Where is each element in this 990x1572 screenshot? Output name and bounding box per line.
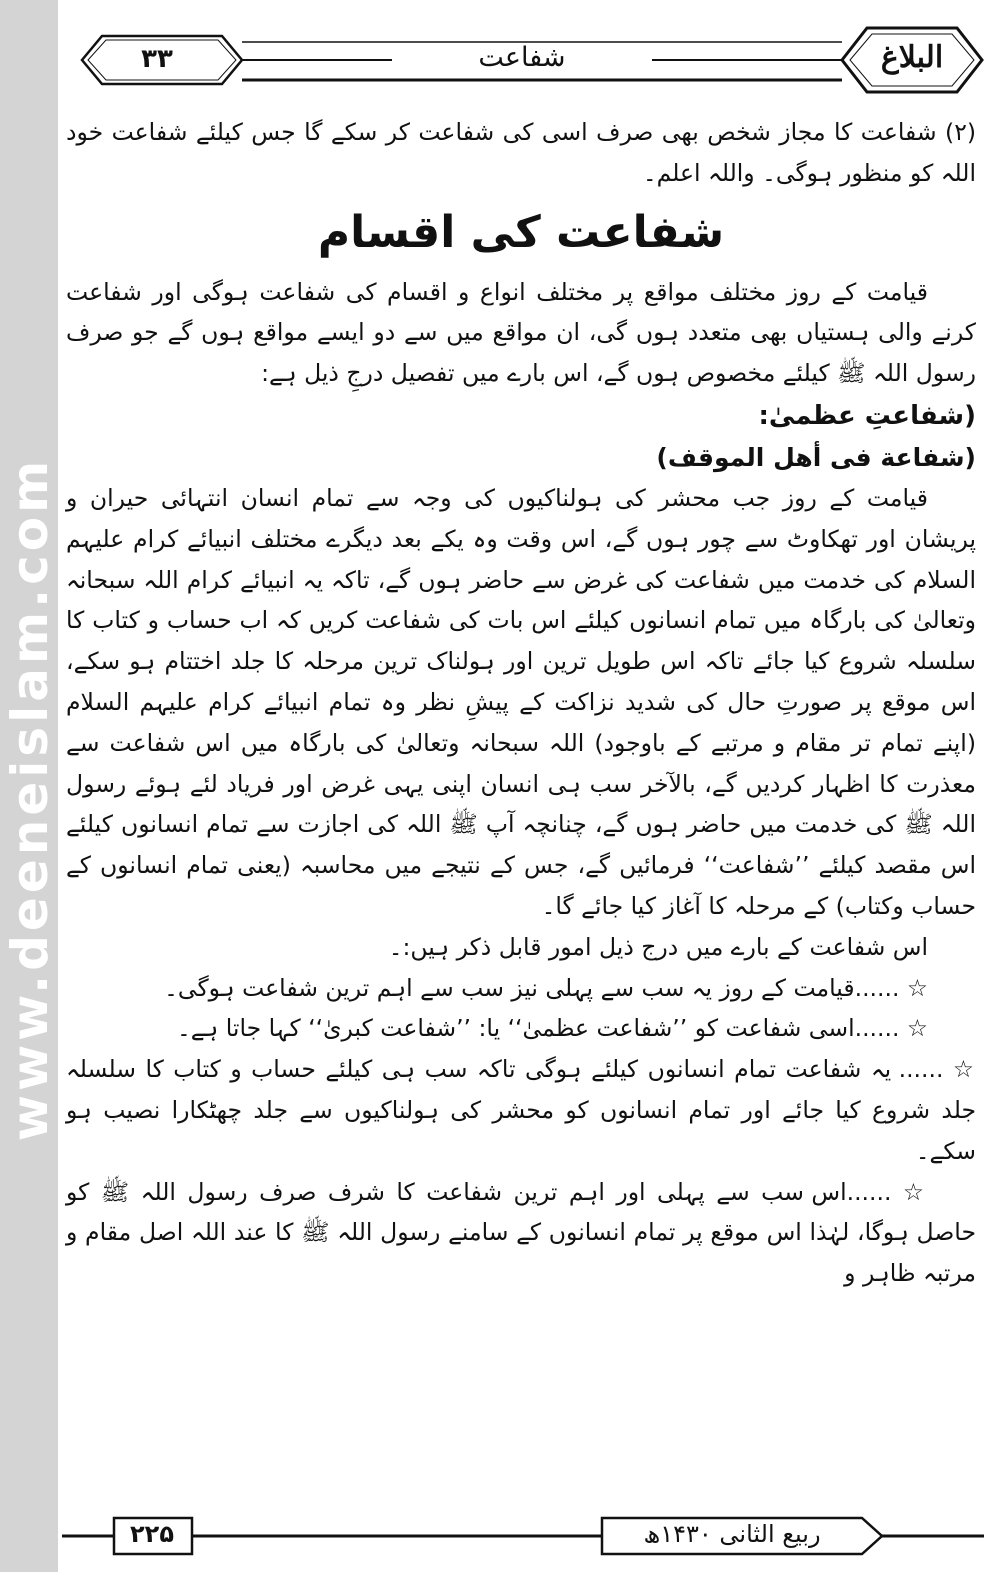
article-body (66, 112, 976, 1294)
bullet-text: ......اسی شفاعت کو ’’شفاعت عظمیٰ‘‘ یا: ’’شفاعت کبریٰ‘‘ کہا جاتا ہے۔ (176, 1014, 900, 1043)
subheading-arabic: (شفاعة فی أهل الموقف) (656, 442, 976, 472)
bullet-text: ......اس سب سے پہلی اور اہم ترین شفاعت کا شرف صرف رسول اللہ ﷺ کو حاصل ہوگا، لہٰذا اس موقع پر تمام انسانوں کے سامنے رسول اللہ ﷺ کا عند اللہ اصل مقام و مرتبہ ظاہر و (66, 1177, 976, 1288)
page-footer (62, 1514, 984, 1558)
subheading-urdu: (شفاعتِ عظمیٰ: (758, 400, 976, 431)
star-icon: ☆ (902, 1177, 928, 1206)
star-icon: ☆ (952, 1055, 976, 1084)
subheading (66, 394, 976, 438)
section-heading: شفاعت کی اقسام (317, 206, 725, 258)
paragraph-intro: (۲) شفاعت کا مجاز شخص بھی صرف اسی کی شفاعت کر سکے گا جس کیلئے شفاعت خود اللہ کو منظور ہوگی۔ واللہ اعلم۔ (66, 118, 976, 187)
watermark-text: www.deeneislam.com (1, 456, 59, 1142)
bullet-text: ......قیامت کے روز یہ سب سے پہلی نیز سب سے اہم ترین شفاعت ہوگی۔ (164, 973, 900, 1002)
list-item (66, 1049, 976, 1171)
star-icon: ☆ (906, 973, 928, 1002)
watermark-strip (0, 0, 58, 1572)
paragraph-types: قیامت کے روز مختلف مواقع پر مختلف انواع و اقسام کی شفاعت ہوگی اور شفاعت کرنے والی ہستیاں بھی متعدد ہوں گی، ان مواقع میں سے دو ایسے مواقع ہوں گے جو صرف رسول اللہ ﷺ کیلئے مخصوص ہوں گے، اس بارے میں تفصیل درجِ ذیل ہے: (66, 277, 976, 388)
header-page-number: ۳۳ (141, 44, 173, 74)
footer-page-number: ۲۲۵ (130, 1520, 174, 1548)
magazine-logo: البلاغ (880, 40, 944, 75)
list-item (66, 1172, 976, 1294)
paragraph-uzma: قیامت کے روز جب محشر کی ہولناکیوں کی وجہ سے تمام انسان انتہائی حیران و پریشان اور تھکاوٹ سے چور ہوں گے، اس وقت وہ یکے بعد دیگرے مختلف انبیائے کرام علیہم السلام کی خدمت میں شفاعت کی غرض سے حاضر ہوں گے، تاکہ یہ انبیائے کرام اللہ سبحانہ وتعالیٰ کی بارگاہ میں تمام انسانوں کیلئے اس بات کی شفاعت کریں کہ اب حساب و کتاب کا سلسلہ شروع کیا جائے تاکہ اس طویل ترین اور ہولناک ترین مرحلہ کا جلد اختتام ہو سکے، اس موقع پر صورتِ حال کی شدید نزاکت کے پیشِ نظر وہ تمام انبیائے کرام علیہم السلام (اپنے تمام تر مقام و مرتبے کے باوجود) اللہ سبحانہ وتعالیٰ کی بارگاہ میں اس شفاعت سے معذرت کا اظہار کردیں گے، بالآخر سب ہی انسان اپنی یہی غرض اور فریاد لئے ہوئے رسول اللہ ﷺ کی خدمت میں حاضر ہوں گے، چنانچہ آپ ﷺ اللہ کی اجازت سے تمام انسانوں کیلئے اس مقصد کیلئے ’’شفاعت‘‘ فرمائیں گے، جس کے نتیجے میں محاسبہ (یعنی تمام انسانوں کے حساب وکتاب) کے مرحلہ کا آغاز کیا جائے گا۔ (66, 483, 976, 920)
list-item (66, 968, 976, 1009)
footer-frame (62, 1514, 984, 1558)
star-icon: ☆ (906, 1014, 928, 1043)
running-title: شفاعت (478, 42, 566, 73)
bullet-text: ...... یہ شفاعت تمام انسانوں کیلئے ہوگی تاکہ سب ہی کیلئے حساب و کتاب کا سلسلہ جلد شروع کیا جائے اور تمام انسانوں کو محشر کی ہولناکیوں سے جلد چھٹکارا نصیب ہو سکے۔ (66, 1055, 976, 1165)
list-item (66, 1008, 976, 1049)
paragraph-points-intro: اس شفاعت کے بارے میں درج ذیل امور قابل ذکر ہیں:۔ (388, 932, 928, 961)
issue-date: ربیع الثانی ۱۴۳۰ھ (643, 1520, 821, 1548)
page-header (62, 22, 984, 98)
